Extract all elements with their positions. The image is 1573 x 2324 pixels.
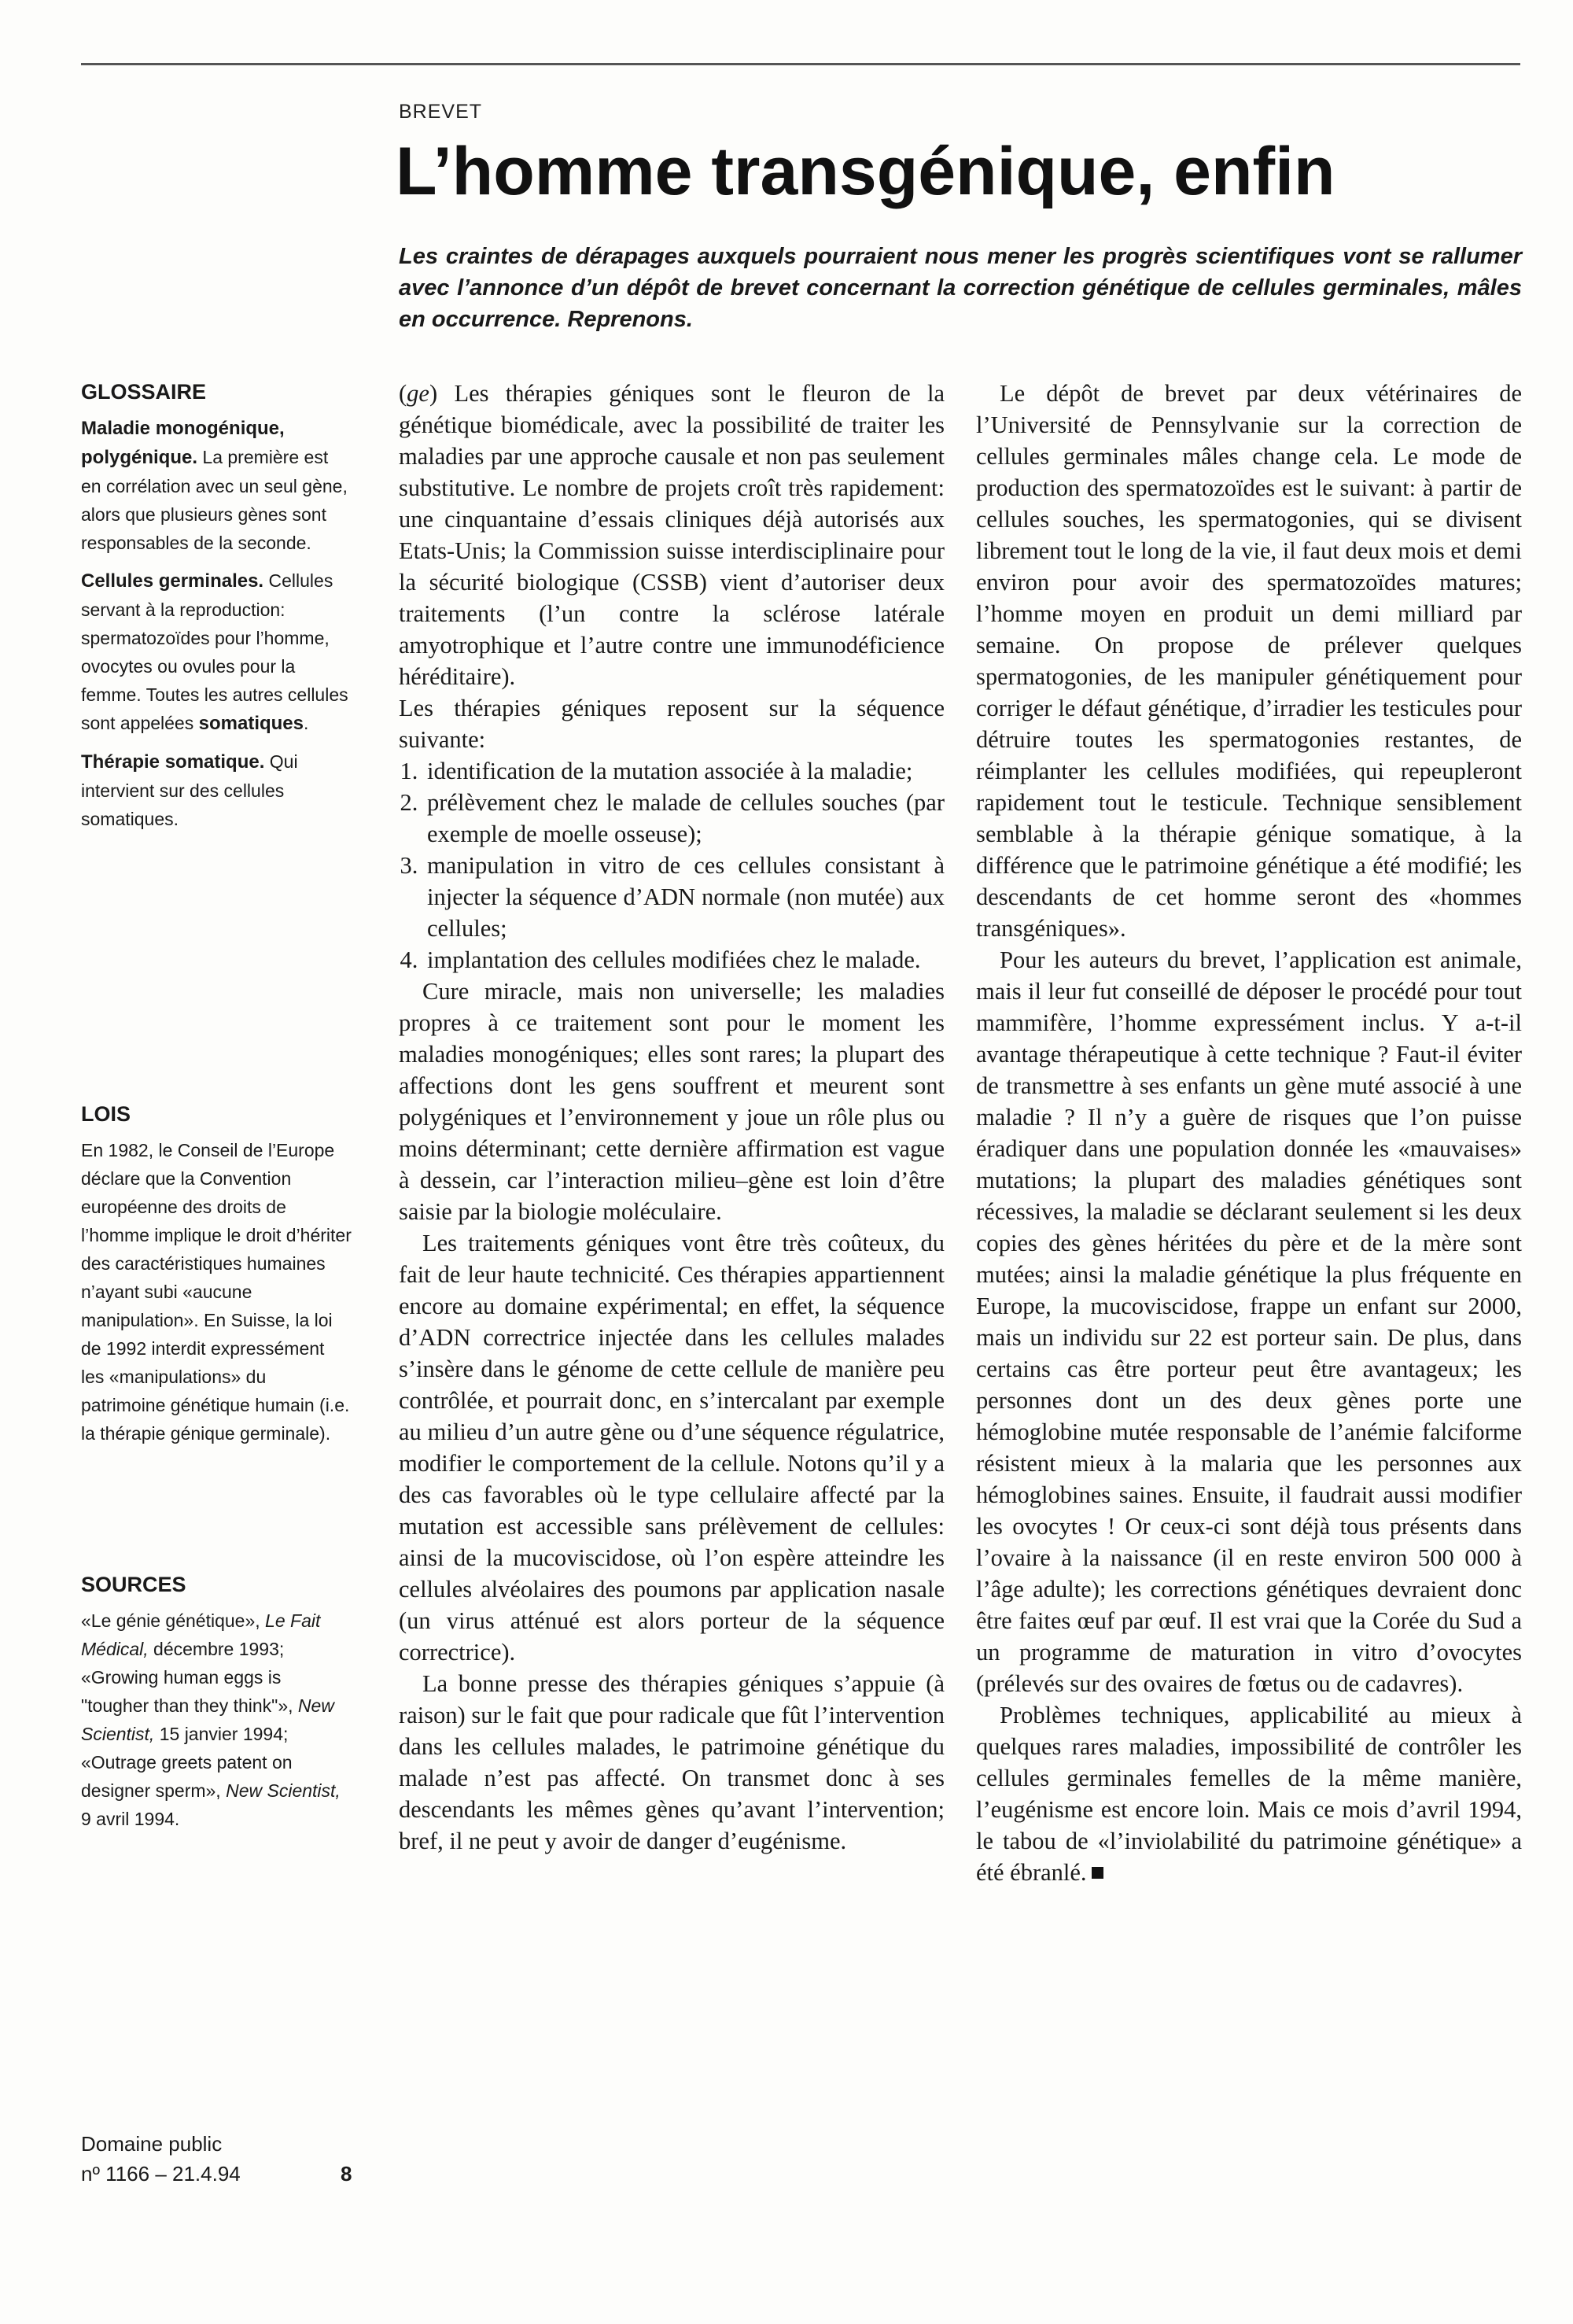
end-mark-icon xyxy=(1092,1867,1103,1879)
body-paragraph: Les traitements géniques vont être très coûteux, du fait de leur haute technicité. Ces thérapies appartiennent encore au domaine expérimental; en effet, la séquence d’ADN correctrice injectée dans les cellules malades s’insère dans le génome de cette cellule de manière peu contrôlée, et pourrait donc, en s’intercalant par exemple au milieu d’un autre gène ou d’une séquence régulatrice, modifier le comportement de la cellule. Notons qu’il y a des cas favorables où le type cellulaire affecté par la mutation est accessible sans prélèvement de cellules: ainsi de la mucoviscidose, où l’on espère atteindre les cellules alvéolaires des poumons par application nasale (un virus atténué est alors porteur de la séquence correctrice). xyxy=(399,1230,945,1666)
sources-box xyxy=(81,1570,352,1843)
sources-heading: SOURCES xyxy=(81,1573,186,1596)
body-paragraph: Pour les auteurs du brevet, l’application est animale, mais il leur fut conseillé de déposer le procédé pour tout mammifère, l’homme expressément inclus. Y a-t-il avantage thérapeutique à cette technique ? Faut-il éviter de transmettre à ses enfants un gène muté associé à une maladie ? Il n’y a guère de risques que l’on puisse éradiquer dans une population donnée les «mauvaises» mutations; la plupart des maladies génétiques sont récessives, la maladie se déclarant seulement si les deux copies des gènes héritées du père et de la mère sont mutées; ainsi la maladie génétique la plus fréquente en Europe, la mucoviscidose, frappe un enfant sur 2000, mais un individu sur 22 est porteur sain. De plus, dans certains cas être porteur peut être avantageux; les personnes dont un des deux gènes porte une hémoglobine mutée responsable de l’anémie falciforme résistent mieux à la malaria que les personnes aux hémoglobines saines. Ensuite, il faudrait aussi modifier les ovocytes ! Or ceux-ci sont déjà tous présents dans l’ovaire à la naissance (il en reste environ 500 000 à l’âge adulte); les corrections génétiques devraient donc être faites œuf par œuf. Il est vrai que la Corée du Sud a un programme de maturation in vitro d’ovocytes (prélevés sur des ovaires de fœtus ou de cadavres). xyxy=(976,946,1522,1697)
body-paragraph: (ge) Les thérapies géniques sont le fleuron de la génétique biomédicale, avec la possibilité de traiter les maladies par une approche causale et non pas seulement substitutive. Le nombre de projets croît très rapidement: une cinquantaine d’essais cliniques déjà autorisés aux Etats-Unis; la Commission suisse interdisciplinaire pour la sécurité biologique (CSSB) vient d’autoriser deux traitements (l’un contre la sclérose latérale amyotrophique et l’autre contre une immunodéficience héréditaire). xyxy=(399,380,945,690)
glossary-definition: Cellules servant à la reproduction: spermatozoïdes pour l’homme, ovocytes ou ovules pour la femme. Toutes les autres cellules sont appelées xyxy=(81,570,348,733)
body-paragraph: Les thérapies géniques reposent sur la séquence suivante: xyxy=(399,695,945,753)
source-publication: Le Fait Médical, xyxy=(81,1610,321,1659)
list-item: 2. prélèvement chez le malade de cellules souches (par exemple de moelle osseuse); xyxy=(424,787,945,850)
lois-heading: LOIS xyxy=(81,1102,131,1126)
source-date: 15 janvier 1994; xyxy=(154,1724,289,1744)
source-date: 9 avril 1994. xyxy=(81,1809,180,1829)
paragraph-text: Problèmes techniques, applicabilité au mieux à quelques rares maladies, impossibilité de contrôler les cellules germinales femelles de la même manière, l’eugénisme est encore loin. Mais ce mois d’avril 1994, le tabou de «l’inviolabilité du patrimoine génétique» a été ébranlé. xyxy=(976,1702,1522,1886)
glossary-term: Maladie monogénique, polygénique. xyxy=(81,418,285,468)
steps-list xyxy=(399,755,945,976)
body-paragraph xyxy=(976,1699,1522,1888)
publication-name: Domaine public xyxy=(81,2132,223,2156)
body-paragraph: Le dépôt de brevet par deux vétérinaires de l’Université de Pennsylvanie sur la correction de cellules germinales mâles change cela. Le mode de production des spermatozoïdes est le suivant: à partir de cellules souches, les spermatogonies, qui se divisent librement tout le long de la vie, il faut deux mois et demi environ pour avoir des spermatozoïdes matures; l’homme moyen en produit un demi milliard par semaine. On propose de prélever quelques spermatogonies, de les manipuler génétiquement pour corriger le défaut génétique, d’irradier les testicules pour détruire toutes les spermatogonies restantes, de réimplanter les cellules modifiées, qui repeupleront rapidement tout le testicule. Technique sensiblement semblable à la thérapie génique somatique, à la différence que le patrimoine génétique a été modifié; les descendants de cet homme seront des «hommes transgéniques». xyxy=(976,380,1522,942)
top-rule xyxy=(81,63,1520,65)
body-paragraph: La bonne presse des thérapies géniques s’appuie (à raison) sur le fait que pour radicale que fût l’intervention dans les cellules malades, le patrimoine génétique du malade n’est pas affecté. On transmet donc à ses descendants les mêmes gènes qu’avant l’intervention; bref, il ne peut y avoir de danger d’eugénisme. xyxy=(399,1670,945,1854)
sources-text xyxy=(81,1607,352,1833)
glossary-definition: La première est en corrélation avec un seul gène, alors que plusieurs gènes sont responsables de la seconde. xyxy=(81,447,348,553)
glossary-punct: . xyxy=(304,713,309,733)
source-title: «Growing human eggs is "tougher than they think"», xyxy=(81,1667,298,1716)
glossary-term: Cellules germinales. xyxy=(81,570,264,592)
source-date: décembre 1993; xyxy=(148,1639,285,1659)
glossary-box xyxy=(81,378,352,843)
body-column-1 xyxy=(399,378,945,1857)
lois-text: En 1982, le Conseil de l’Europe déclare que la Convention européenne des droits de l’homme implique le droit d’hériter des caractéristiques humaines n’ayant subi «aucune manipulation». En Suisse, la loi de 1992 interdit expressément les «manipulations» du patrimoine génétique humain (i.e. la thérapie génique germinale). xyxy=(81,1140,352,1444)
list-item: 3. manipulation in vitro de ces cellules consistant à injecter la séquence d’ADN normale (non mutée) aux cellules; xyxy=(424,850,945,944)
source-title: «Outrage greets patent on designer sperm», xyxy=(81,1752,293,1801)
lois-box xyxy=(81,1100,352,1457)
page-footer xyxy=(81,2129,364,2189)
list-item: 4. implantation des cellules modifiées chez le malade. xyxy=(424,944,945,976)
article-title: L’homme transgénique, enfin xyxy=(396,134,1335,209)
body-paragraph: Cure miracle, mais non universelle; les maladies propres à ce traitement sont pour le moment les maladies monogéniques; elles sont rares; la plupart des affections dont les gens souffrent et meurent sont polygéniques et l’environnement y joue un rôle plus ou moins déterminant; cette dernière affirmation est vague à dessein, car l’interaction milieu–gène est loin d’être saisie par la biologie moléculaire. xyxy=(399,978,945,1225)
section-kicker: BREVET xyxy=(399,101,483,123)
issue-info: nº 1166 – 21.4.94 xyxy=(81,2162,241,2186)
article-lede: Les craintes de dérapages auxquels pourraient nous mener les progrès scientifiques vont se rallumer avec l’annonce d’un dépôt de brevet concernant la correction génétique de cellules germinales, mâles en occurrence. Reprenons. xyxy=(399,244,1522,332)
glossary-entry-therapie xyxy=(81,747,352,833)
source-title: «Le génie génétique», xyxy=(81,1610,266,1631)
body-column-2 xyxy=(976,378,1522,1888)
paragraph-text: ) Les thérapies géniques sont le fleuron de la génétique biomédicale, avec la possibilité de traiter les maladies par une approche causale et non pas seulement substitutive. Le nombre de projets croît très rapidement: une cinquantaine d’essais cliniques déjà autorisés aux Etats-Unis; la Commission suisse interdisciplinaire pour la sécurité biologique (CSSB) vient d’autoriser deux traitements (l’un contre la sclérose latérale amyotrophique et l’autre contre une immunodéficience héréditaire). xyxy=(399,380,945,690)
page-number: 8 xyxy=(341,2162,352,2186)
glossary-definition: Qui intervient sur des cellules somatiques. xyxy=(81,751,298,829)
glossary-entry-monogenique xyxy=(81,414,352,557)
glossary-entry-germinales xyxy=(81,566,352,738)
glossary-term-inline: somatiques xyxy=(198,713,304,734)
glossary-term: Thérapie somatique. xyxy=(81,751,265,773)
glossary-heading: GLOSSAIRE xyxy=(81,380,207,404)
source-publication: New Scientist, xyxy=(226,1780,341,1801)
list-item: 1. identification de la mutation associée à la maladie; xyxy=(424,755,945,787)
source-publication: New Scientist, xyxy=(81,1695,334,1744)
author-signature: ge xyxy=(407,380,429,407)
